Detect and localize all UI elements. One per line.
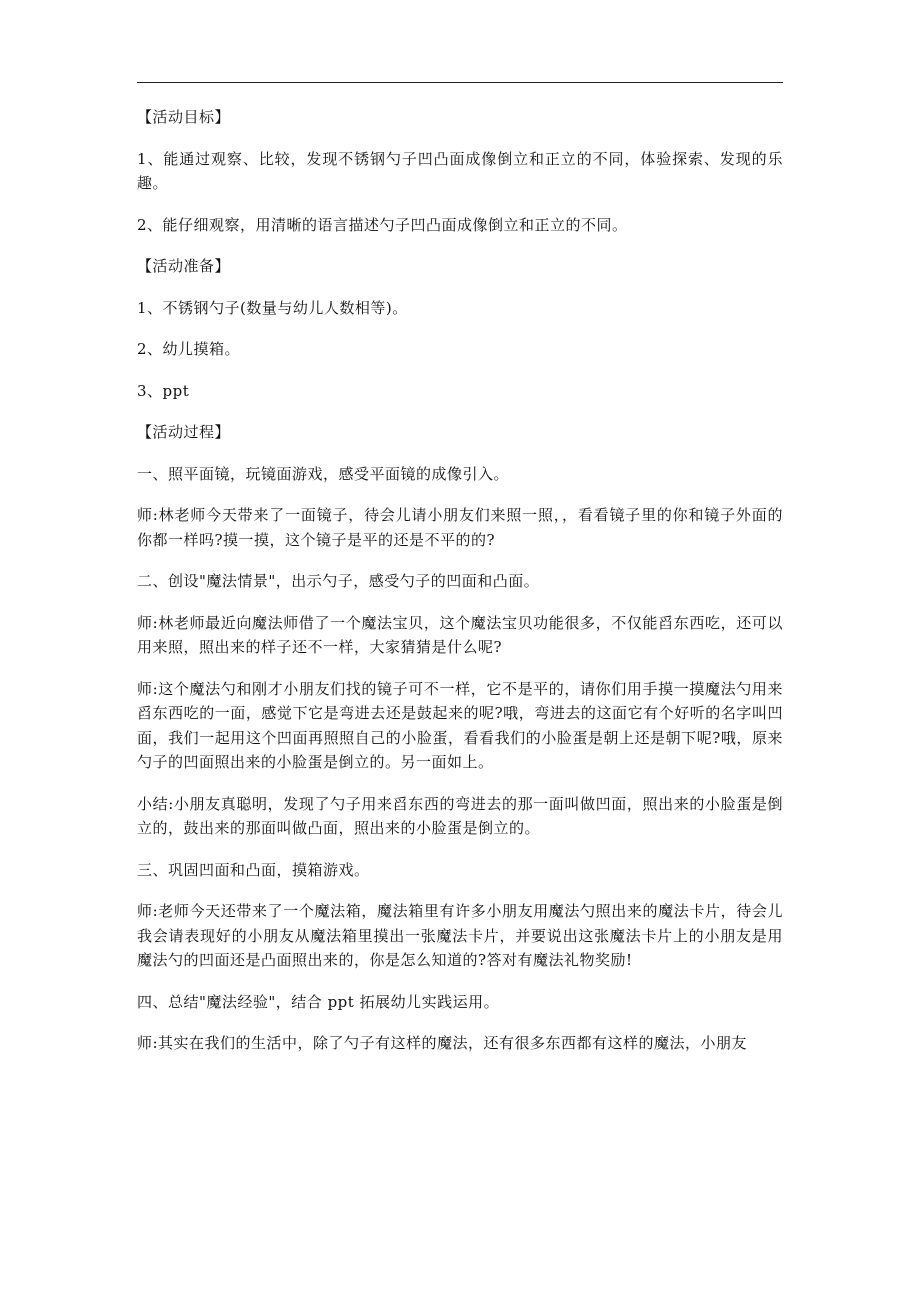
section-heading-goals: 【活动目标】 [137,108,231,126]
header-rule [137,82,783,83]
process-step-3-teacher: 师:老师今天还带来了一个魔法箱，魔法箱里有许多小朋友用魔法勺照出来的魔法卡片，待会儿我会请表现好的小朋友从魔法箱里摸出一张魔法卡片，并要说出这张魔法卡片上的小朋友是用魔法勺的凹面还是凸面照出来的，你是怎么知道的?答对有魔法礼物奖励! [137,902,783,969]
process-step-3-heading: 三、巩固凹面和凸面，摸箱游戏。 [137,860,370,879]
preparation-item-1: 1、不锈钢勺子(数量与幼儿人数相等)。 [137,298,408,317]
process-step-2-teacher-b: 师:这个魔法勺和刚才小朋友们找的镜子可不一样，它不是平的，请你们用手摸一摸魔法勺用来舀东西吃的一面，感觉下它是弯进去还是鼓起来的呢?哦，弯进去的这面它有个好听的名字叫凹面，我们一起用这个凹面再照照自己的小脸蛋，看看我们的小脸蛋是朝上还是朝下呢?哦，原来勺子的凹面照出来的小脸蛋是倒立的。另一面如上。 [137,679,783,771]
preparation-item-3: 3、ppt [137,381,190,400]
process-step-1-heading: 一、照平面镜，玩镜面游戏，感受平面镜的成像引入。 [137,464,510,483]
document-body [137,105,783,1073]
preparation-item-2: 2、幼儿摸箱。 [137,340,241,358]
section-heading-preparation: 【活动准备】 [137,257,231,275]
process-step-1-teacher: 师:林老师今天带来了一面镜子，待会儿请小朋友们来照一照，，看看镜子里的你和镜子外面的你都一样吗?摸一摸，这个镜子是平的还是不平的的? [137,506,783,549]
process-step-2-teacher-a: 师:林老师最近向魔法师借了一个魔法宝贝，这个魔法宝贝功能很多，不仅能舀东西吃，还可以用来照，照出来的样子还不一样，大家猜猜是什么呢? [137,613,783,656]
goal-item-2: 2、能仔细观察，用清晰的语言描述勺子凹凸面成像倒立和正立的不同。 [137,215,628,234]
process-step-4-teacher: 师:其实在我们的生活中，除了勺子有这样的魔法，还有很多东西都有这样的魔法，小朋友 [137,1034,748,1052]
process-step-2-heading: 二、创设"魔法情景"，出示勺子，感受勺子的凹面和凸面。 [137,572,540,590]
section-heading-process: 【活动过程】 [137,423,231,441]
process-step-4-heading: 四、总结"魔法经验"，结合 ppt 拓展幼儿实践运用。 [137,992,500,1011]
goal-item-1: 1、能通过观察、比较，发现不锈钢勺子凹凸面成像倒立和正立的不同，体验探索、发现的乐趣。 [137,149,783,192]
process-step-2-summary: 小结:小朋友真聪明，发现了勺子用来舀东西的弯进去的那一面叫做凹面，照出来的小脸蛋是倒立的，鼓出来的那面叫做凸面，照出来的小脸蛋是倒立的。 [137,794,783,837]
